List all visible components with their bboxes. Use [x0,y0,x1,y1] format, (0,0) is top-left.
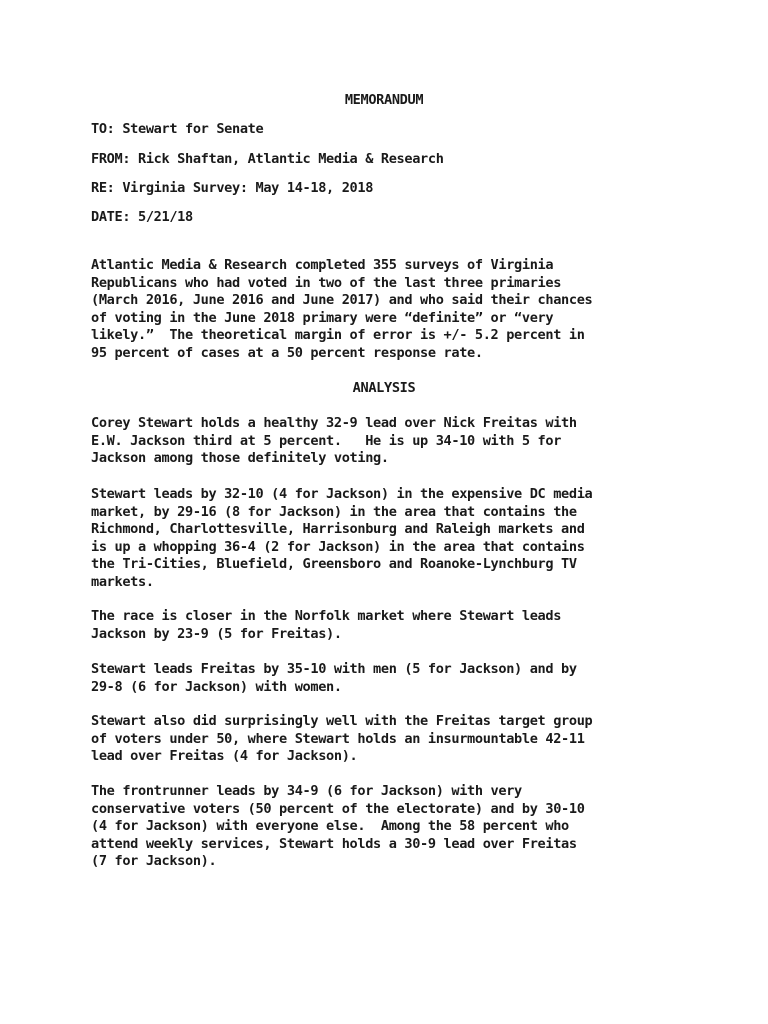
paragraph-line: The frontrunner leads by 34-9 (6 for Jackson) with very [91,783,522,799]
paragraph-line: (4 for Jackson) with everyone else. Among the 58 percent who [91,818,569,835]
paragraph-line: of voters under 50, where Stewart holds an insurmountable 42-11 [91,730,585,747]
memo-to-line: TO: Stewart for Senate [91,121,264,137]
memo-date-line: DATE: 5/21/18 [91,209,193,225]
paragraph-line: E.W. Jackson third at 5 percent. He is up 34-10 with 5 for [91,432,562,449]
paragraph-line: Corey Stewart holds a healthy 32-9 lead over Nick Freitas with [91,415,577,431]
paragraph-line: markets. [91,573,154,590]
intro-line: 95 percent of cases at a 50 percent response rate. [91,344,483,361]
paragraph-line: Stewart leads Freitas by 35-10 with men (5 for Jackson) and by [91,661,577,677]
paragraph-line: 29-8 (6 for Jackson) with women. [91,678,342,695]
paragraph-line: conservative voters (50 percent of the electorate) and by 30-10 [91,800,585,817]
analysis-paragraph-1 [91,415,691,468]
analysis-paragraph-3 [91,608,691,643]
paragraph-line: The race is closer in the Norfolk market where Stewart leads [91,608,562,624]
paragraph-line: Jackson by 23-9 (5 for Freitas). [91,625,342,642]
analysis-paragraph-2 [91,486,691,592]
intro-line: Atlantic Media & Research completed 355 surveys of Virginia [91,257,554,273]
paragraph-line: Stewart leads by 32-10 (4 for Jackson) in the expensive DC media [91,486,593,502]
paragraph-line: is up a whopping 36-4 (2 for Jackson) in the area that contains [91,538,585,555]
paragraph-line: Jackson among those definitely voting. [91,450,389,467]
analysis-heading: ANALYSIS [352,380,416,396]
analysis-paragraph-4 [91,661,691,696]
memo-title: MEMORANDUM [344,92,424,108]
paragraph-line: Stewart also did surprisingly well with the Freitas target group [91,713,593,729]
memo-from-line: FROM: Rick Shaftan, Atlantic Media & Research [91,151,444,167]
intro-line: (March 2016, June 2016 and June 2017) and who said their chances [91,292,593,309]
paragraph-line: attend weekly services, Stewart holds a 30-9 lead over Freitas [91,835,577,852]
memo-re-line: RE: Virginia Survey: May 14-18, 2018 [91,180,374,196]
paragraph-line: market, by 29-16 (8 for Jackson) in the area that contains the [91,503,577,520]
intro-paragraph [91,257,691,363]
paragraph-line: (7 for Jackson). [91,853,217,870]
intro-line: of voting in the June 2018 primary were “definite” or “very [91,309,554,326]
intro-line: likely.” The theoretical margin of error is +/- 5.2 percent in [91,327,585,344]
paragraph-line: Richmond, Charlottesville, Harrisonburg and Raleigh markets and [91,521,585,538]
paragraph-line: lead over Freitas (4 for Jackson). [91,748,358,765]
analysis-paragraph-5 [91,713,691,766]
analysis-paragraph-6 [91,783,691,871]
paragraph-line: the Tri-Cities, Bluefield, Greensboro and Roanoke-Lynchburg TV [91,556,577,573]
intro-line: Republicans who had voted in two of the last three primaries [91,274,562,291]
